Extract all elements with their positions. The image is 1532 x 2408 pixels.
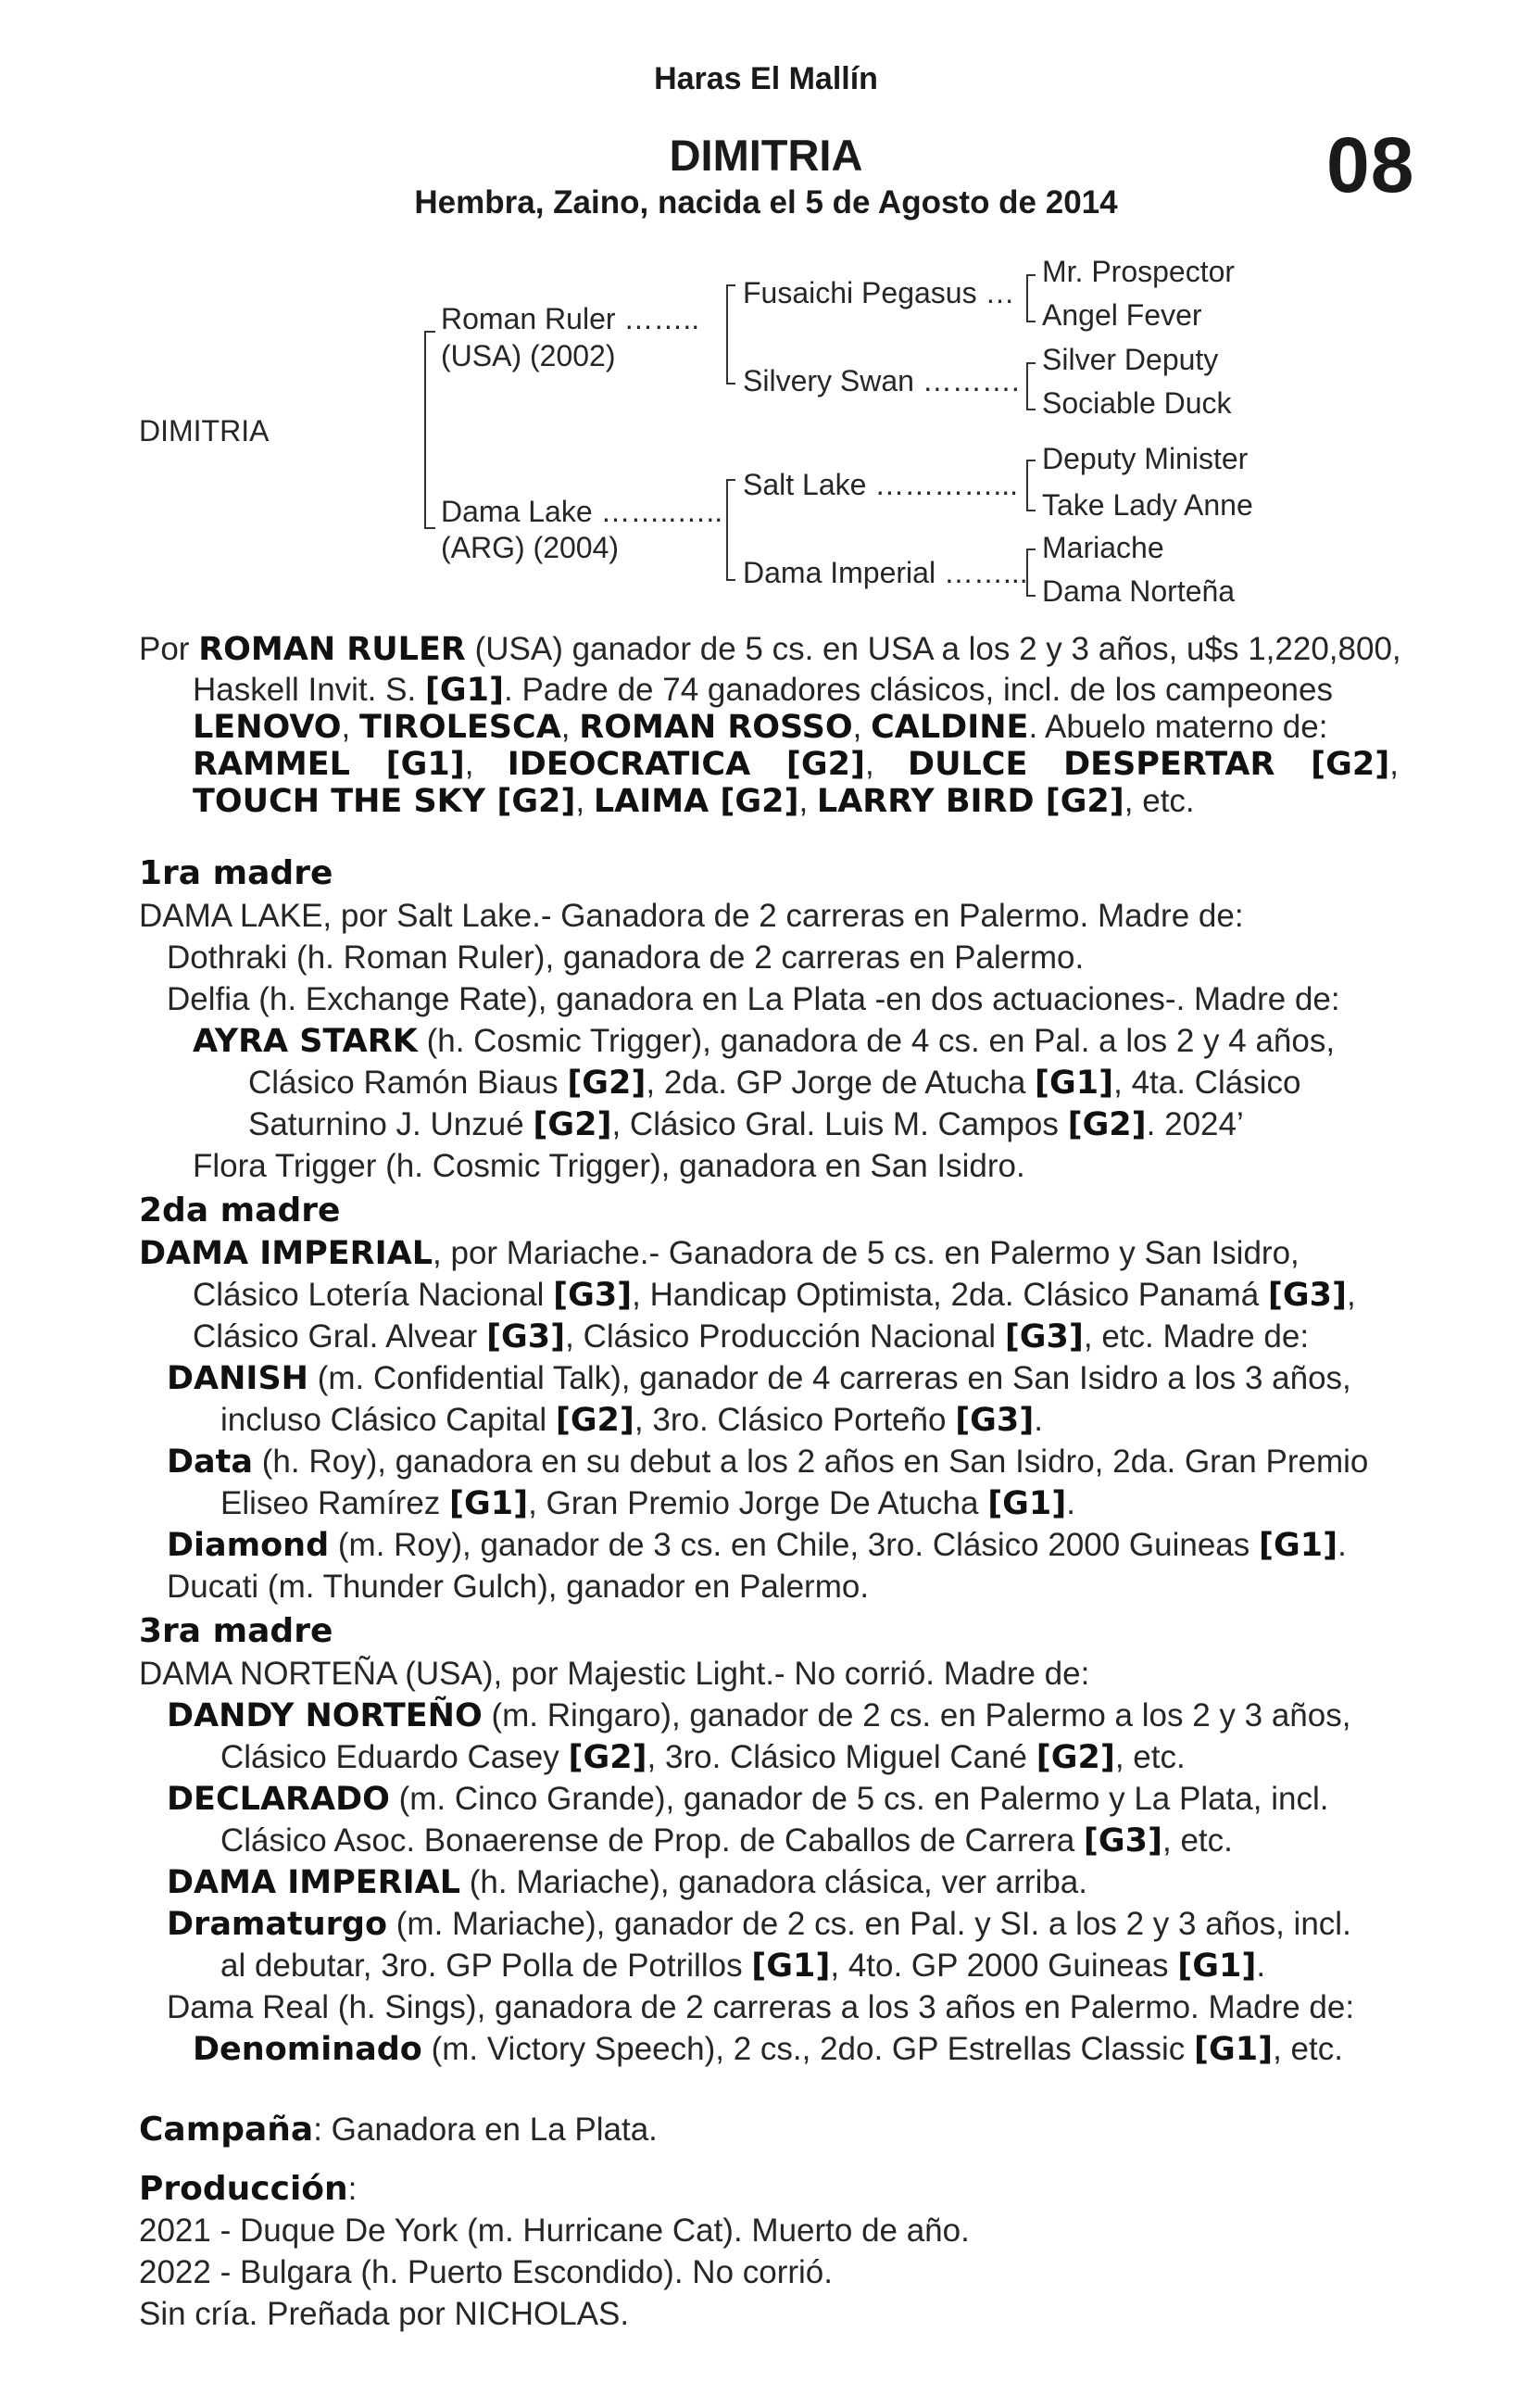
pedigree-gen3-8: Dama Norteña <box>1042 574 1236 608</box>
grandson-name: DULCE DESPERTAR [G2] <box>908 746 1390 783</box>
grade-badge: [G2] <box>1036 1739 1115 1776</box>
text: (h. Roy), ganadora en su debut a los 2 años en San Isidro, 2da. Gran Premio <box>253 1444 1369 1480</box>
text: , <box>852 709 872 745</box>
text: . <box>1066 1485 1075 1521</box>
production-line: Sin cría. Preñada por NICHOLAS. <box>139 2296 630 2332</box>
horse-name-bold: DECLARADO <box>167 1781 390 1818</box>
pedigree-gen3-5: Deputy Minister <box>1042 442 1249 475</box>
text: Clásico Asoc. Bonaerense de Prop. de Caballos de Carrera <box>220 1822 1084 1859</box>
text: . <box>1034 1402 1043 1438</box>
grade-badge: [G1] <box>1259 1527 1338 1564</box>
produce-line: Dothraki (h. Roman Ruler), ganadora de 2 carreras en Palermo. <box>167 939 1085 976</box>
bracket-dam <box>726 479 735 581</box>
section-heading: 1ra madre <box>139 854 333 892</box>
text: , <box>575 783 594 819</box>
grade-badge: [G3] <box>1004 1318 1084 1355</box>
produce-line <box>248 1103 1508 1146</box>
grandson-name: LAIMA [G2] <box>593 783 799 820</box>
sire-line <box>193 743 1399 785</box>
text: , <box>1389 746 1399 782</box>
produce-line <box>167 1903 1426 1946</box>
text: , <box>1346 1277 1356 1313</box>
champion-name: LENOVO <box>193 709 342 746</box>
produce-line <box>167 1778 1426 1821</box>
produce-line <box>220 1820 1480 1862</box>
grandson-name: RAMMEL [G1] <box>193 746 465 783</box>
text: , 4ta. Clásico <box>1113 1065 1301 1101</box>
breeder-name: Haras El Mallín <box>654 61 878 96</box>
horse-name-bold: AYRA STARK <box>193 1023 418 1060</box>
grade-badge: [G2] <box>1067 1106 1147 1143</box>
grade-badge: [G3] <box>1083 1822 1162 1860</box>
production-line: 2021 - Duque De York (m. Hurricane Cat). Muerto de año. <box>139 2213 970 2249</box>
text: (m. Cinco Grande), ganador de 5 cs. en Palermo y La Plata, incl. <box>389 1781 1329 1817</box>
bracket-g3-4 <box>1026 548 1036 597</box>
sire-line <box>139 628 1399 671</box>
grade-badge: [G1] <box>449 1485 529 1522</box>
grandson-name: TOUCH THE SKY [G2] <box>193 783 576 820</box>
text: , Clásico Producción Nacional <box>565 1318 1005 1355</box>
pedigree-sire-origin: (USA) (2002) <box>441 339 616 372</box>
production-label: Producción <box>139 2170 348 2208</box>
sire-name-bold: ROMAN RULER <box>198 631 466 668</box>
horse-name-bold: DANISH <box>167 1360 308 1397</box>
text: , etc. Madre de: <box>1083 1318 1310 1355</box>
text: , 2da. GP Jorge de Atucha <box>646 1065 1036 1101</box>
bracket-g3-1 <box>1026 274 1036 322</box>
lot-number: 08 <box>1326 121 1415 208</box>
pedigree-sire-dam: Silvery Swan ………. <box>743 364 1020 397</box>
pedigree-gen3-1: Mr. Prospector <box>1042 255 1236 288</box>
text: al debutar, 3ro. GP Polla de Potrillos <box>220 1948 752 1984</box>
text: , <box>560 709 580 745</box>
campaign-text: Ganadora en La Plata. <box>321 2112 658 2148</box>
pedigree-gen3-4: Sociable Duck <box>1042 386 1232 420</box>
dam-line: DAMA NORTEÑA (USA), por Majestic Light.- No corrió. Madre de: <box>139 1656 1090 1692</box>
dam-line <box>139 1232 1399 1275</box>
grade-badge: [G1] <box>424 672 504 709</box>
text: (USA) ganador de 5 cs. en USA a los 2 y 3 años, u$s 1,220,800, <box>465 631 1401 667</box>
pedigree-gen3-3: Silver Deputy <box>1042 343 1219 376</box>
produce-line <box>167 1524 1426 1567</box>
text: , <box>341 709 359 745</box>
text: , 3ro. Clásico Porteño <box>634 1402 956 1438</box>
pedigree-dam-dam: Dama Imperial ……... <box>743 556 1028 589</box>
text: (m. Ringaro), ganador de 2 cs. en Palermo a los 2 y 3 años, <box>482 1697 1351 1734</box>
text: . Abuelo materno de: <box>1028 709 1328 745</box>
produce-line <box>248 1062 1508 1104</box>
text: Clásico Eduardo Casey <box>220 1739 569 1775</box>
text: Eliseo Ramírez <box>220 1485 450 1521</box>
horse-name-bold: Diamond <box>167 1527 330 1564</box>
section-heading: 2da madre <box>139 1191 341 1229</box>
text: (m. Mariache), ganador de 2 cs. en Pal. y SI. a los 2 y 3 años, incl. <box>387 1906 1351 1942</box>
horse-name-bold: DAMA IMPERIAL <box>167 1864 461 1901</box>
produce-line <box>167 1861 1426 1904</box>
horse-name-bold: DANDY NORTEÑO <box>167 1697 483 1734</box>
produce-line <box>220 1945 1480 1987</box>
horse-name-bold: Data <box>167 1444 254 1481</box>
text: , 3ro. Clásico Miguel Cané <box>647 1739 1036 1775</box>
section-heading: 3ra madre <box>139 1612 333 1650</box>
grade-badge: [G3] <box>486 1318 566 1355</box>
sire-line <box>193 780 1399 823</box>
text: (h. Mariache), ganadora clásica, ver arriba. <box>460 1864 1087 1900</box>
produce-line <box>193 2028 1452 2071</box>
grade-badge: [G1] <box>1177 1948 1257 1985</box>
champion-name: ROMAN ROSSO <box>579 709 853 746</box>
champion-name: CALDINE <box>871 709 1029 746</box>
text: , etc. <box>1162 1822 1233 1859</box>
text: : <box>347 2171 358 2207</box>
text: Clásico Lotería Nacional <box>193 1277 554 1313</box>
text: , por Mariache.- Ganadora de 5 cs. en Palermo y San Isidro, <box>433 1235 1300 1271</box>
text: Saturnino J. Unzué <box>248 1106 534 1142</box>
text: , Clásico Gral. Luis M. Campos <box>611 1106 1068 1142</box>
horse-name-title: DIMITRIA <box>669 131 863 180</box>
text: , <box>798 783 817 819</box>
text: , <box>464 746 508 782</box>
produce-line <box>193 1020 1452 1063</box>
text: (m. Roy), ganador de 3 cs. en Chile, 3ro. Clásico 2000 Guineas <box>329 1527 1259 1563</box>
bracket-sire <box>726 284 735 385</box>
grade-badge: [G2] <box>555 1402 634 1439</box>
pedigree-dam-origin: (ARG) (2004) <box>441 531 620 564</box>
text: : <box>313 2112 322 2148</box>
produce-line <box>220 1399 1480 1442</box>
dam-line: DAMA LAKE, por Salt Lake.- Ganadora de 2 carreras en Palermo. Madre de: <box>139 898 1244 934</box>
production-line: 2022 - Bulgara (h. Puerto Escondido). No corrió. <box>139 2254 833 2290</box>
text: incluso Clásico Capital <box>220 1402 556 1438</box>
produce-line <box>167 1441 1426 1483</box>
grade-badge: [G3] <box>1267 1277 1347 1314</box>
production-heading <box>139 2168 1399 2210</box>
produce-line <box>167 1357 1426 1400</box>
grade-badge: [G2] <box>567 1065 647 1102</box>
horse-name-bold: Dramaturgo <box>167 1906 388 1943</box>
text: Clásico Gral. Alvear <box>193 1318 487 1355</box>
grade-badge: [G2] <box>568 1739 647 1776</box>
bracket-g3-3 <box>1026 460 1036 511</box>
grade-badge: [G1] <box>1035 1065 1114 1102</box>
text: (h. Cosmic Trigger), ganadora de 4 cs. en Pal. a los 2 y 4 años, <box>417 1023 1336 1059</box>
text: . <box>1337 1527 1347 1563</box>
text: . 2024’ <box>1146 1106 1244 1142</box>
campaign-label: Campaña <box>139 2111 314 2149</box>
grade-badge: [G1] <box>1194 2031 1274 2068</box>
pedigree-sire-sire: Fusaichi Pegasus … <box>743 276 1015 309</box>
text: (m. Confidential Talk), ganador de 4 carreras en San Isidro a los 3 años, <box>308 1360 1351 1396</box>
text: . <box>1256 1948 1266 1984</box>
produce-line <box>220 1482 1480 1525</box>
text: , Gran Premio Jorge De Atucha <box>528 1485 988 1521</box>
grade-badge: [G3] <box>553 1277 633 1314</box>
grade-badge: [G1] <box>987 1485 1067 1522</box>
text: (m. Victory Speech), 2 cs., 2do. GP Estrellas Classic <box>421 2031 1195 2067</box>
champion-name: TIROLESCA <box>359 709 561 746</box>
bracket-gen1 <box>424 331 435 529</box>
horse-name-bold: Denominado <box>193 2031 422 2068</box>
text: Clásico Ramón Biaus <box>248 1065 568 1101</box>
pedigree-dam: Dama Lake ……..….. <box>441 495 723 528</box>
grade-badge: [G2] <box>533 1106 612 1143</box>
pedigree-sire: Roman Ruler …….. <box>441 302 700 335</box>
grade-badge: [G3] <box>955 1402 1035 1439</box>
grandson-name: LARRY BIRD [G2] <box>816 783 1124 820</box>
pedigree-subject: DIMITRIA <box>139 414 270 448</box>
pedigree-gen3-6: Take Lady Anne <box>1042 488 1253 522</box>
bracket-g3-2 <box>1026 362 1036 410</box>
produce-line: Dama Real (h. Sings), ganadora de 2 carreras a los 3 años en Palermo. Madre de: <box>167 1989 1355 2025</box>
produce-line <box>167 1695 1426 1737</box>
pedigree-gen3-7: Mariache <box>1042 531 1164 564</box>
text: , etc. <box>1124 783 1195 819</box>
grandson-name: IDEOCRATICA [G2] <box>507 746 865 783</box>
text: , etc. <box>1273 2031 1343 2067</box>
pedigree-gen3-2: Angel Fever <box>1042 298 1202 332</box>
grade-badge: [G1] <box>751 1948 831 1985</box>
text: , <box>865 746 909 782</box>
text: Por <box>139 631 199 667</box>
text: , Handicap Optimista, 2da. Clásico Panamá <box>632 1277 1268 1313</box>
text: Haskell Invit. S. <box>193 672 425 708</box>
produce-line: Flora Trigger (h. Cosmic Trigger), ganadora en San Isidro. <box>193 1148 1025 1184</box>
text: , etc. <box>1114 1739 1186 1775</box>
pedigree-dam-sire: Salt Lake …………... <box>743 468 1018 501</box>
campaign-line <box>139 2109 1399 2150</box>
dam-line <box>193 1316 1452 1358</box>
produce-line: Ducati (m. Thunder Gulch), ganador en Palermo. <box>167 1569 870 1605</box>
dam-line <box>193 1274 1452 1317</box>
horse-name-bold: DAMA IMPERIAL <box>139 1235 433 1272</box>
text: . Padre de 74 ganadores clásicos, incl. de los campeones <box>504 672 1333 708</box>
horse-description: Hembra, Zaino, nacida el 5 de Agosto de 2014 <box>414 184 1118 221</box>
text: , 4to. GP 2000 Guineas <box>830 1948 1178 1984</box>
produce-line <box>220 1736 1480 1779</box>
produce-line: Delfia (h. Exchange Rate), ganadora en La Plata -en dos actuaciones-. Madre de: <box>167 981 1340 1017</box>
